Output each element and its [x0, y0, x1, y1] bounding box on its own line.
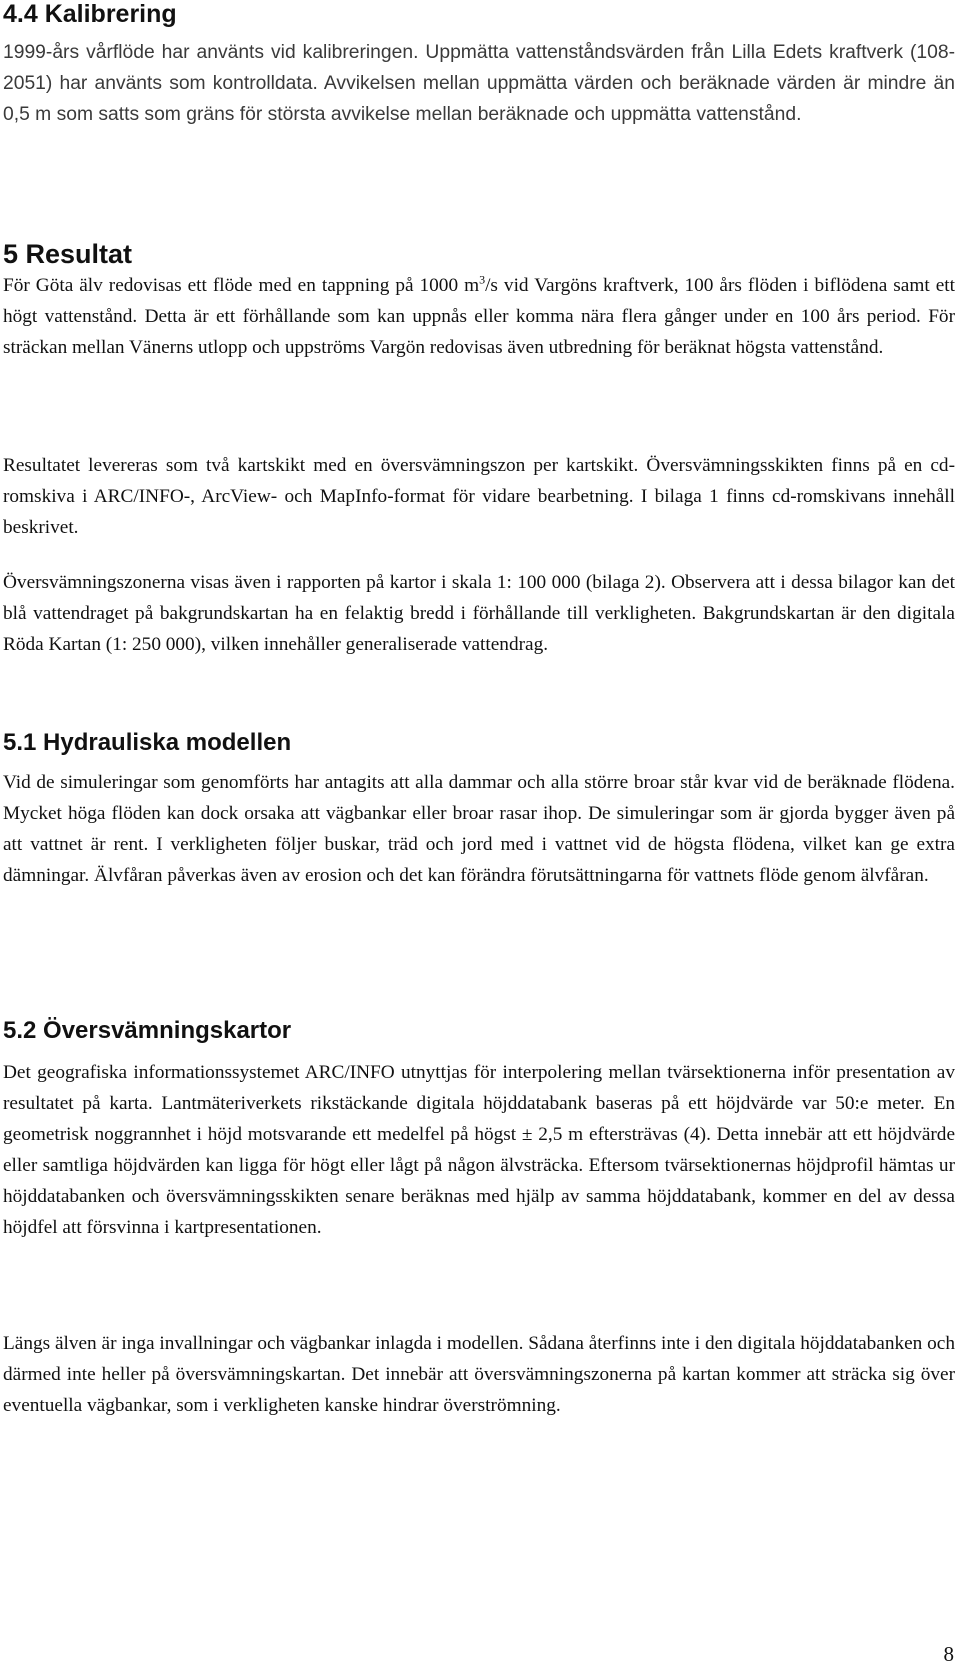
paragraph-hydrauliska-modellen: Vid de simuleringar som genomförts har antagits att alla dammar och alla större broar står kvar vid de beräknade flödena. Mycket höga flöden kan dock orsaka att vägbankar eller broar rasar ihop. De simuleringar som är gjorda bygger även på att vattnet är rent. I verkligheten följer buskar, träd och jord med i vattnet vid de högsta flödena, vilket kan ge extra dämningar. Älvfåran påverkas även av erosion och det kan förändra förutsättningarna för vattnets flöde genom älvfåran. [3, 772, 955, 886]
page-number: 8 [943, 1642, 954, 1666]
paragraph-resultat-2: Resultatet levereras som två kartskikt med en översvämningszon per kartskikt. Översvämningsskikten finns på en cd-romskiva i ARC/INFO-, ArcView- och MapInfo-format för vidare bearbetning. I bilaga 1 finns cd-romskivans innehåll beskrivet. [3, 455, 955, 538]
paragraph-oversvamningskartor-1: Det geografiska informationssystemet ARC/INFO utnyttjas för interpolering mellan tvärsektionerna inför presentation av resultatet på karta. Lantmäteriverkets rikstäckande digitala höjddatabank baseras på ett höjdvärde var 50:e meter. En geometrisk noggrannhet i höjd motsvarande ett medelfel på högst ± 2,5 m eftersträvas (4). Detta innebär att ett höjdvärde eller samtliga höjdvärden kan ligga för högt eller lågt på någon älvsträcka. Eftersom tvärsektionernas höjdprofil hämtas ur höjddatabanken och översvämningsskikten senare beräknas med hjälp av samma höjddatabank, kommer en del av dessa höjdfel att försvinna i kartpresentationen. [3, 1062, 955, 1238]
paragraph-resultat-1 [3, 270, 955, 363]
superscript-3: 3 [479, 272, 486, 287]
paragraph-oversvamningskartor-2: Längs älven är inga invallningar och vägbankar inlagda i modellen. Sådana återfinns inte i den digitala höjddatabanken och därmed inte heller på översvämningskartan. Det innebär att översvämningszonerna på kartan kommer att sträcka sig över eventuella vägbankar, som i verkligheten kanske hindrar överströmning. [3, 1333, 955, 1416]
heading-hydrauliska-modellen: 5.1 Hydrauliska modellen [3, 729, 292, 756]
heading-oversvamningskartor: 5.2 Översvämningskartor [3, 1017, 292, 1044]
heading-resultat: 5 Resultat [3, 239, 133, 269]
paragraph-kalibrering: 1999-års vårflöde har använts vid kalibreringen. Uppmätta vattenståndsvärden från Lilla Edets kraftverk (108-2051) har använts som kontrolldata. Avvikelsen mellan uppmätta värden och beräknade värden är mindre än 0,5 m som satts som gräns för största avvikelse mellan beräknade och uppmätta vattenstånd. [3, 42, 955, 125]
paragraph-resultat-3: Översvämningszonerna visas även i rapporten på kartor i skala 1: 100 000 (bilaga 2). Observera att i dessa bilagor kan det blå vattendraget på bakgrundskartan ha en felaktig bredd i förhållande till verkligheten. Bakgrundskartan är den digitala Röda Kartan (1: 250 000), vilken innehåller generaliserade vattendrag. [3, 572, 955, 655]
heading-kalibrering: 4.4 Kalibrering [3, 0, 177, 28]
paragraph-resultat-1-text-a: För Göta älv redovisas ett flöde med en tappning på 1000 m [3, 275, 480, 296]
paragraph-resultat-1-text-b: /s vid Vargöns kraftverk, 100 års flöden i biflödena samt ett högt vattenstånd. Detta är ett förhållande som kan uppnås eller komma nära flera gånger under en 100 års period. För sträckan mellan Vänerns utlopp och uppströms Vargön redovisas även utbredning för beräknat högsta vattenstånd. [3, 275, 955, 358]
